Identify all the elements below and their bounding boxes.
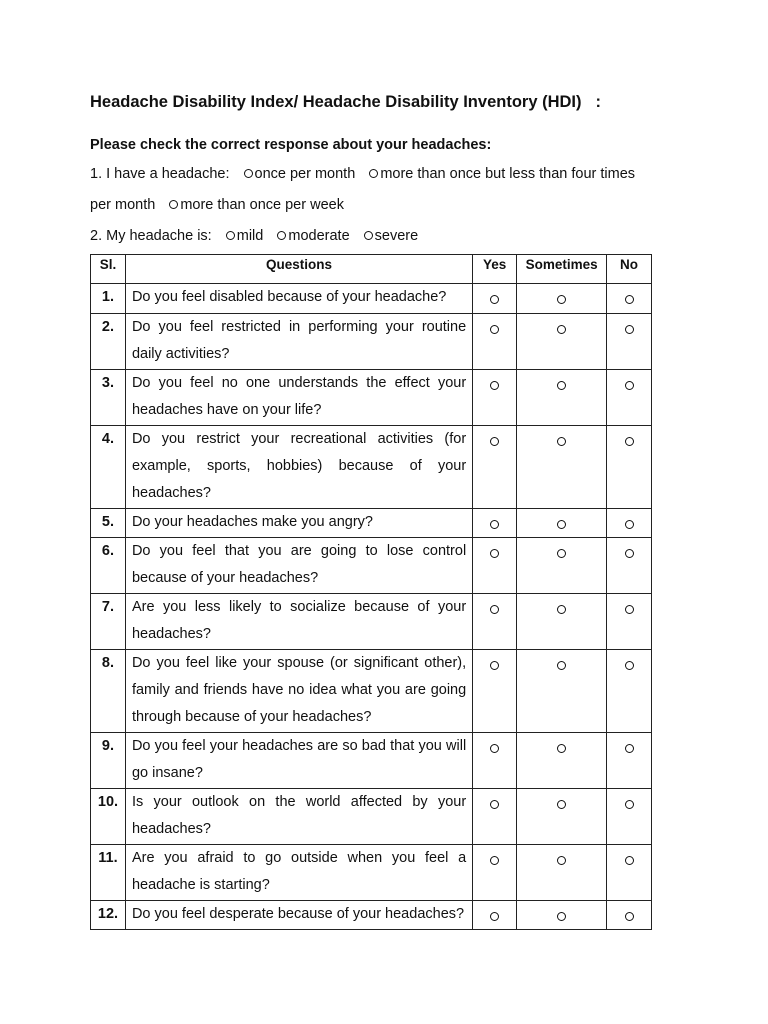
frequency-option-less-than-four[interactable]: more than once but less than four times: [359, 166, 635, 182]
table-row: [91, 789, 652, 845]
answer-no-radio-icon[interactable]: [625, 381, 634, 390]
answer-cell-yes: [473, 370, 517, 426]
answer-no-radio-icon[interactable]: [625, 549, 634, 558]
answer-sometimes-radio-icon[interactable]: [557, 661, 566, 670]
frequency-label: 1. I have a headache:: [90, 166, 230, 182]
answer-yes-radio-icon[interactable]: [490, 856, 499, 865]
answer-cell-yes: [473, 538, 517, 594]
frequency-option-more-than-weekly[interactable]: more than once per week: [159, 197, 344, 213]
row-number: 5.: [91, 509, 126, 538]
answer-cell-sometimes: [517, 594, 607, 650]
header-no: No: [607, 255, 652, 284]
answer-no-radio-icon[interactable]: [625, 295, 634, 304]
answer-sometimes-radio-icon[interactable]: [557, 605, 566, 614]
answer-cell-yes: [473, 284, 517, 314]
instruction-text: Please check the correct response about your headaches:: [90, 137, 492, 153]
answer-cell-no: [607, 426, 652, 509]
answer-cell-yes: [473, 509, 517, 538]
answer-cell-sometimes: [517, 538, 607, 594]
table-row: [91, 426, 652, 509]
answer-sometimes-radio-icon[interactable]: [557, 744, 566, 753]
table-row: [91, 314, 652, 370]
row-number: 4.: [91, 426, 126, 509]
answer-yes-radio-icon[interactable]: [490, 605, 499, 614]
row-number: 2.: [91, 314, 126, 370]
answer-yes-radio-icon[interactable]: [490, 295, 499, 304]
radio-circle-icon[interactable]: [226, 231, 235, 240]
answer-no-radio-icon[interactable]: [625, 605, 634, 614]
answer-sometimes-radio-icon[interactable]: [557, 912, 566, 921]
severity-option-mild[interactable]: mild: [216, 228, 264, 244]
answer-cell-no: [607, 789, 652, 845]
answer-cell-no: [607, 284, 652, 314]
table-row: [91, 845, 652, 901]
question-text: Do you restrict your recreational activities (for example, sports, hobbies) because of your headaches?: [125, 426, 472, 509]
row-number: 9.: [91, 733, 126, 789]
document-title: [90, 93, 601, 112]
answer-cell-sometimes: [517, 733, 607, 789]
hdi-table: [90, 254, 652, 930]
answer-cell-yes: [473, 650, 517, 733]
radio-circle-icon[interactable]: [277, 231, 286, 240]
answer-cell-no: [607, 845, 652, 901]
frequency-option-once-per-month[interactable]: once per month: [234, 166, 356, 182]
table-row: [91, 901, 652, 930]
radio-circle-icon[interactable]: [169, 200, 178, 209]
answer-cell-no: [607, 594, 652, 650]
answer-cell-sometimes: [517, 901, 607, 930]
answer-yes-radio-icon[interactable]: [490, 912, 499, 921]
answer-sometimes-radio-icon[interactable]: [557, 295, 566, 304]
question-text: Do you feel restricted in performing your routine daily activities?: [125, 314, 472, 370]
answer-cell-no: [607, 538, 652, 594]
header-sometimes: Sometimes: [517, 255, 607, 284]
answer-no-radio-icon[interactable]: [625, 325, 634, 334]
row-number: 11.: [91, 845, 126, 901]
answer-sometimes-radio-icon[interactable]: [557, 325, 566, 334]
table-row: [91, 284, 652, 314]
answer-no-radio-icon[interactable]: [625, 520, 634, 529]
severity-question: [90, 228, 418, 244]
answer-sometimes-radio-icon[interactable]: [557, 856, 566, 865]
answer-cell-no: [607, 733, 652, 789]
answer-cell-sometimes: [517, 314, 607, 370]
answer-cell-yes: [473, 789, 517, 845]
answer-yes-radio-icon[interactable]: [490, 437, 499, 446]
radio-circle-icon[interactable]: [369, 169, 378, 178]
row-number: 10.: [91, 789, 126, 845]
row-number: 3.: [91, 370, 126, 426]
question-text: Are you afraid to go outside when you feel a headache is starting?: [125, 845, 472, 901]
answer-cell-yes: [473, 733, 517, 789]
answer-cell-no: [607, 901, 652, 930]
answer-no-radio-icon[interactable]: [625, 912, 634, 921]
radio-circle-icon[interactable]: [364, 231, 373, 240]
answer-cell-no: [607, 509, 652, 538]
question-text: Is your outlook on the world affected by your headaches?: [125, 789, 472, 845]
frequency-wrap-text: per month: [90, 197, 156, 213]
table-header-row: [91, 255, 652, 284]
answer-cell-yes: [473, 901, 517, 930]
answer-sometimes-radio-icon[interactable]: [557, 520, 566, 529]
answer-no-radio-icon[interactable]: [625, 661, 634, 670]
header-sl: Sl.: [91, 255, 126, 284]
question-text: Are you less likely to socialize because of your headaches?: [125, 594, 472, 650]
answer-cell-sometimes: [517, 650, 607, 733]
answer-yes-radio-icon[interactable]: [490, 549, 499, 558]
table-row: [91, 538, 652, 594]
answer-cell-no: [607, 314, 652, 370]
row-number: 7.: [91, 594, 126, 650]
row-number: 1.: [91, 284, 126, 314]
answer-yes-radio-icon[interactable]: [490, 381, 499, 390]
answer-cell-sometimes: [517, 426, 607, 509]
answer-no-radio-icon[interactable]: [625, 437, 634, 446]
answer-cell-yes: [473, 314, 517, 370]
answer-sometimes-radio-icon[interactable]: [557, 381, 566, 390]
answer-cell-sometimes: [517, 370, 607, 426]
severity-label: 2. My headache is:: [90, 228, 212, 244]
answer-no-radio-icon[interactable]: [625, 800, 634, 809]
row-number: 12.: [91, 901, 126, 930]
frequency-question-continued: [90, 197, 344, 213]
answer-yes-radio-icon[interactable]: [490, 520, 499, 529]
radio-circle-icon[interactable]: [244, 169, 253, 178]
answer-cell-sometimes: [517, 845, 607, 901]
question-text: Do your headaches make you angry?: [125, 509, 472, 538]
question-text: Do you feel like your spouse (or significant other), family and friends have no idea what you are going through because of your headaches?: [125, 650, 472, 733]
answer-yes-radio-icon[interactable]: [490, 800, 499, 809]
question-text: Do you feel that you are going to lose control because of your headaches?: [125, 538, 472, 594]
answer-no-radio-icon[interactable]: [625, 744, 634, 753]
question-text: Do you feel no one understands the effect your headaches have on your life?: [125, 370, 472, 426]
table-row: [91, 370, 652, 426]
table-row: [91, 594, 652, 650]
answer-cell-sometimes: [517, 284, 607, 314]
answer-cell-no: [607, 650, 652, 733]
title-text: Headache Disability Index/ Headache Disability Inventory (HDI): [90, 93, 582, 111]
title-colon: :: [595, 93, 601, 111]
answer-cell-yes: [473, 845, 517, 901]
question-text: Do you feel desperate because of your headaches?: [125, 901, 472, 930]
frequency-question: [90, 166, 635, 182]
answer-cell-sometimes: [517, 509, 607, 538]
row-number: 8.: [91, 650, 126, 733]
header-questions: Questions: [125, 255, 472, 284]
answer-sometimes-radio-icon[interactable]: [557, 800, 566, 809]
answer-sometimes-radio-icon[interactable]: [557, 437, 566, 446]
answer-cell-sometimes: [517, 789, 607, 845]
row-number: 6.: [91, 538, 126, 594]
answer-yes-radio-icon[interactable]: [490, 661, 499, 670]
table-row: [91, 509, 652, 538]
answer-cell-yes: [473, 594, 517, 650]
severity-option-moderate[interactable]: moderate: [267, 228, 349, 244]
answer-sometimes-radio-icon[interactable]: [557, 549, 566, 558]
answer-cell-yes: [473, 426, 517, 509]
severity-option-severe[interactable]: severe: [354, 228, 419, 244]
table-row: [91, 733, 652, 789]
question-text: Do you feel your headaches are so bad that you will go insane?: [125, 733, 472, 789]
header-yes: Yes: [473, 255, 517, 284]
answer-yes-radio-icon[interactable]: [490, 744, 499, 753]
answer-cell-no: [607, 370, 652, 426]
question-text: Do you feel disabled because of your headache?: [125, 284, 472, 314]
table-row: [91, 650, 652, 733]
answer-no-radio-icon[interactable]: [625, 856, 634, 865]
answer-yes-radio-icon[interactable]: [490, 325, 499, 334]
